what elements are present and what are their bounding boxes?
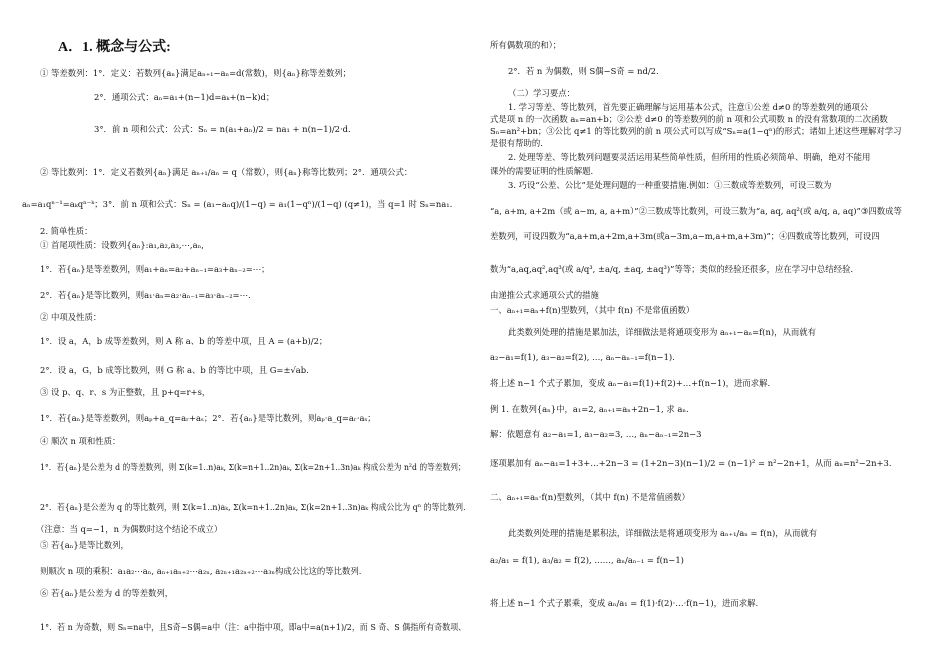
end-term-property: ① 首尾项性质：设数列{aₙ}:a₁,a₂,a₃,⋯,aₙ, — [40, 240, 204, 250]
arith-seq-definition: ① 等差数列：1°．定义：若数列{aₙ}满足aₙ₊₁−aₙ=d(常数)，则{aₙ}称等差数列； — [40, 68, 352, 78]
study-point-2-line1: 2. 处理等差、等比数列问题要灵活运用某些简单性质，但所用的性质必须简单、明确，绝对不能用 — [508, 152, 871, 162]
type-two-equations: a₂/a₁ = f(1), a₃/a₂ = f(2), ……, aₙ/aₙ₋₁ = f(n−1) — [490, 555, 684, 565]
study-point-3-line3: 差数列，可设四数为“a,a+m,a+2m,a+3m(或a−3m,a−m,a+m,a+3m)”；④四数成等比数列，可设四 — [490, 231, 880, 241]
type-one-sum: 将上述 n−1 个式子累加，变成 aₙ−a₁=f(1)+f(2)+…+f(n−1)，进而求解. — [490, 378, 771, 388]
arith-odd-even-condition: ⑥ 若{aₙ}是公差为 d 的等差数列， — [40, 588, 174, 598]
consecutive-sum-arith: 1°．若{aₙ}是公差为 d 的等差数列，则 Σ(k=1..n)aₖ, Σ(k=n+1..2n)aₖ, Σ(k=2n+1..3n)aₖ 构成公差为 n²d 的等差数列； — [40, 462, 466, 472]
odd-n-property: 1°．若 n 为奇数，则 Sₙ=na中，且S奇−S偶=a中（注：a中指中项，即a中=a(n+1)/2，而 S 奇、S 偶指所有奇数项、 — [40, 622, 467, 632]
study-point-2-line2: 课外的需要证明的性质解题. — [490, 166, 594, 176]
end-term-arith: 1°．若{aₙ}是等差数列，则a₁+aₙ=a₂+aₙ₋₁=a₃+aₙ₋₂=⋯； — [40, 264, 270, 274]
geom-seq-definition: ② 等比数列：1°．定义若数列{aₙ}满足 aₙ₊₁/aₙ = q（常数），则{aₙ}称等比数列；2°．通项公式： — [40, 167, 413, 177]
study-points-heading: （二）学习要点： — [508, 88, 575, 98]
arith-middle-term: 1°．设 a，A，b 成等差数列，则 A 称 a、b 的等差中项，且 A = (a+b)/2； — [40, 336, 328, 346]
consecutive-product-property: 则顺次 n 项的乘积：a₁a₂⋯aₙ, aₙ₊₁aₙ₊₂⋯a₂ₙ, a₂ₙ₊₁a₂ₙ₊₂⋯a₃ₙ构成公比这的等比数列. — [40, 566, 362, 576]
arith-seq-general-term: 2°．通项公式：aₙ=a₁+(n−1)d=aₖ+(n−k)d； — [94, 92, 275, 102]
consecutive-sum-geom: 2°．若{aₙ}是公差为 q 的等比数列，则 Σ(k=1..n)aₖ, Σ(k=n+1..2n)aₖ, Σ(k=2n+1..3n)aₖ 构成公比为 qⁿ 的等比数列. — [40, 502, 466, 512]
study-point-3-line4: 数为“a,aq,aq²,aq³(或 a/q³, ±a/q, ±aq, ±aq³)”等等；类似的经验还很多，应在学习中总结经验. — [490, 264, 853, 274]
study-point-1-line4: 是很有帮助的. — [490, 138, 543, 148]
geom-seq-formulas: aₙ=a₁qⁿ⁻¹=aₖqⁿ⁻ᵏ；3°．前 n 项和公式：Sₙ = (a₁−aₙq)/(1−q) = a₁(1−qⁿ)/(1−q) (q≠1)，当 q=1 时 Sₙ=na₁. — [22, 199, 453, 209]
type-two-method: 此类数列处理的措施是累积法，详细做法是将通项变形为 aₙ₊₁/aₙ = f(n)，从而就有 — [508, 528, 818, 538]
study-point-3-line1: 3. 巧设“公差、公比”是处理问题的一种重要措施.例如：①三数成等差数列，可设三数为 — [508, 180, 832, 190]
example-1-accumulate: 逐项累加有 aₙ−a₁=1+3+…+2n−3 = (1+2n−3)(n−1)/2 = (n−1)² = n²−2n+1，从而 aₙ=n²−2n+3. — [490, 458, 892, 468]
right-column — [486, 0, 946, 672]
index-sum-property: 1°．若{aₙ}是等差数列，则aₚ+a_q=aᵣ+aₛ；2°．若{aₙ}是等比数列，则aₚ·a_q=aᵣ·aₛ； — [40, 413, 376, 423]
consecutive-sum-heading: ④ 顺次 n 项和性质： — [40, 436, 121, 446]
study-point-1-line1: 1. 学习等差、等比数列，首先要正确理解与运用基本公式，注意①公差 d≠0 的等差数列的通项公 — [508, 102, 869, 112]
geom-middle-term: 2°．设 a，G，b 成等比数列，则 G 称 a、b 的等比中项，且 G=±√ab. — [40, 365, 309, 375]
section-a-heading: A．1. 概念与公式: — [58, 40, 171, 55]
middle-term-heading: ② 中项及性质： — [40, 312, 102, 322]
type-two-product: 将上述 n−1 个式子累乘，变成 aₙ/a₁ = f(1)·f(2)·…·f(n−1)，进而求解. — [490, 598, 759, 608]
index-sum-condition: ③ 设 p、q、r、s 为正整数，且 p+q=r+s， — [40, 387, 211, 397]
type-one-heading: 一、aₙ₊₁=aₙ+f(n)型数列，（其中 f(n) 不是常值函数） — [490, 305, 695, 315]
arith-seq-sum-formula: 3°．前 n 项和公式：公式：Sₙ = n(a₁+aₙ)/2 = na₁ + n(n−1)/2·d. — [94, 124, 351, 134]
end-term-geom: 2°．若{aₙ}是等比数列，则a₁·aₙ=a₂·aₙ₋₁=a₃·aₙ₋₂=⋯. — [40, 290, 251, 300]
even-terms-sum-note: 所有偶数项的和）； — [490, 40, 562, 50]
left-column — [0, 0, 470, 672]
geom-product-condition: ⑤ 若{aₙ}是等比数列， — [40, 540, 129, 550]
note-q-minus-one: （注意：当 q=−1，n 为偶数时这个结论不成立） — [36, 524, 223, 534]
study-point-1-line2: 式是项 n 的一次函数 aₙ=an+b；②公差 d≠0 的等差数列的前 n 项和公式项数 n 的没有常数项的二次函数 — [490, 114, 888, 124]
even-n-property: 2°．若 n 为偶数，则 S偶−S奇 = nd/2. — [508, 66, 659, 76]
simple-properties-heading: 2. 简单性质： — [40, 226, 93, 236]
recursion-methods-heading: 由递推公式求通项公式的措施 — [490, 290, 599, 300]
example-1: 例 1. 在数列{aₙ}中，a₁=2, aₙ₊₁=aₙ+2n−1, 求 aₙ. — [490, 404, 689, 414]
study-point-1-line3: Sₙ=an²+bn；③公比 q≠1 的等比数列的前 n 项公式可以写成“Sₙ=a(1−qⁿ)的形式；诸如上述这些理解对学习 — [490, 126, 902, 136]
type-one-equations: a₂−a₁=f(1), a₃−a₂=f(2), …, aₙ−aₙ₋₁=f(n−1). — [490, 352, 675, 362]
example-1-solution: 解：依题意有 a₂−a₁=1, a₃−a₂=3, …, aₙ−aₙ₋₁=2n−3 — [490, 429, 702, 439]
type-one-method: 此类数列处理的措施是累加法，详细做法是将通项变形为 aₙ₊₁−aₙ=f(n)，从而就有 — [508, 327, 816, 337]
type-two-heading: 二、aₙ₊₁=aₙ·f(n)型数列，（其中 f(n) 不是常值函数） — [490, 492, 690, 502]
study-point-3-line2: “a, a+m, a+2m（或 a−m, a, a+m）”②三数成等比数列，可设三数为“a, aq, aq²(或 a/q, a, aq)”③四数成等 — [490, 206, 902, 216]
